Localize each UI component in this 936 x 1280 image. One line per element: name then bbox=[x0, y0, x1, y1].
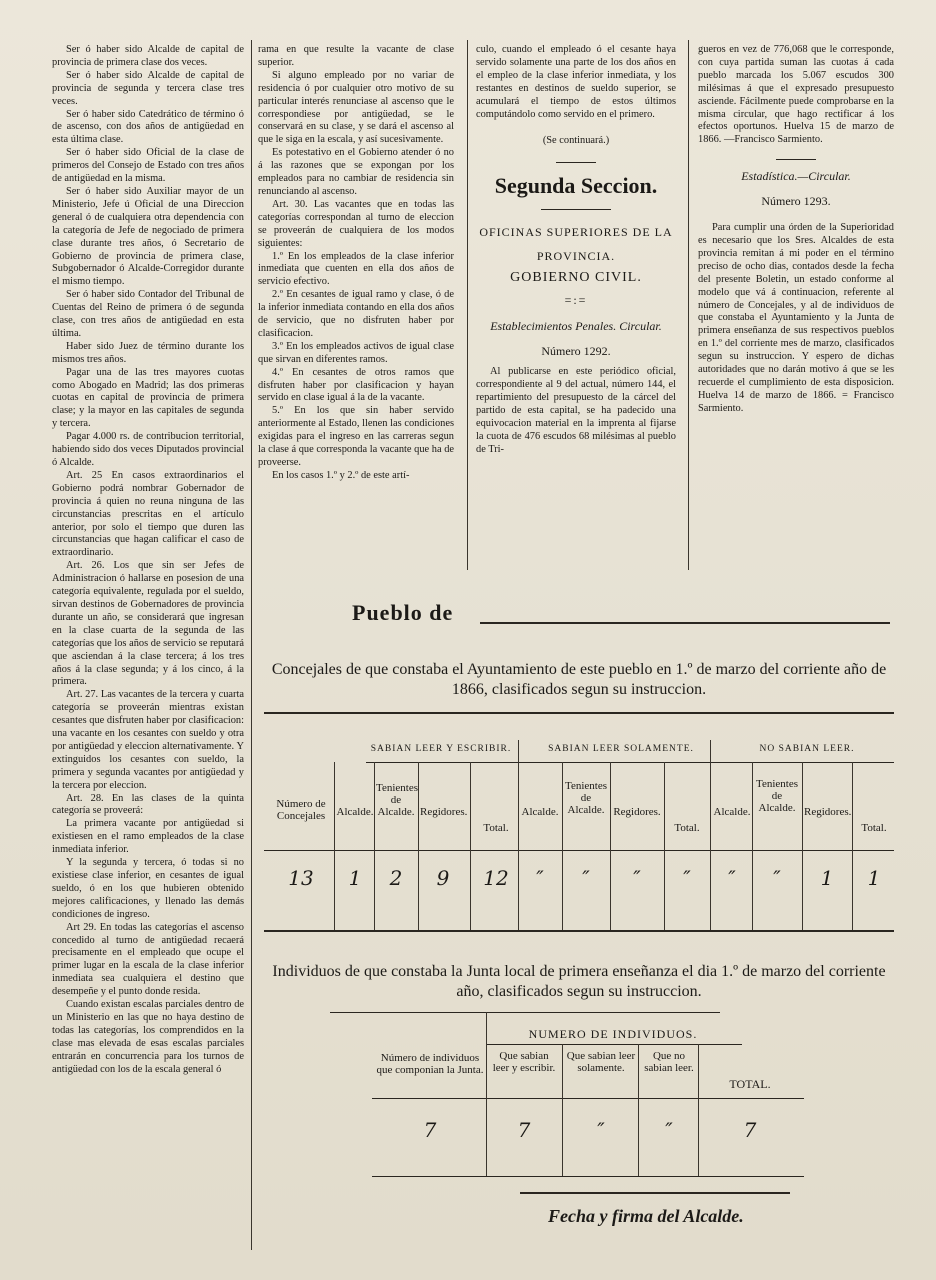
paragraph: 4.º En cesantes de otros ramos que disfruten haber por clasificacion y hayan servido en clase igual á la de la vacante. bbox=[258, 366, 454, 404]
table-rule bbox=[264, 930, 894, 932]
table-vline bbox=[664, 762, 665, 930]
col-header: Regidores. bbox=[804, 806, 852, 818]
table-rule bbox=[372, 1098, 804, 1099]
column-divider bbox=[688, 40, 689, 570]
table-cell: ″ bbox=[536, 866, 544, 890]
col-header: TOTAL. bbox=[729, 1077, 771, 1091]
circular-number: Número 1292. bbox=[541, 344, 611, 359]
col-header: Número de individuos que componian la Junta. bbox=[376, 1052, 484, 1076]
table-cell: 12 bbox=[483, 866, 509, 890]
paragraph: Ser ó haber sido Oficial de la clase de primeros del Consejo de Estado con tres años de antigüedad en la misma. bbox=[52, 147, 244, 185]
paragraph: Es potestativo en el Gobierno atender ó no á las razones que se expongan por los empleados para no cambiar de residencia sin renunciando al ascenso. bbox=[258, 147, 454, 197]
ornament: =:= bbox=[564, 293, 588, 308]
office-line: PROVINCIA. bbox=[536, 249, 616, 264]
table-cell: ″ bbox=[728, 866, 736, 890]
table1-title: Concejales de que constaba el Ayuntamiento de este pueblo en 1.º de marzo del corriente año de 1866, clasificados segun su instruccion. bbox=[271, 661, 887, 698]
table-rule bbox=[264, 712, 894, 714]
paragraph: Y la segunda y tercera, ó todas si no existiese clase inferior, en cesantes de igual sueldo, ó en los que hubieren obtenido mejores calificaciones, y llenado las demás condiciones de ingreso. bbox=[52, 857, 244, 920]
paragraph: Al publicarse en este periódico oficial, correspondiente al 9 del actual, número 144, el repartimiento del presupuesto de la cárcel del partido de esta capital, se ha padecido una equivocacion material en la imprenta al fijarse la cuota de 476 escudos 68 milésimas al pueblo de Tri- bbox=[476, 366, 676, 455]
paragraph: 5.º En los que sin haber servido anteriormente al Estado, llenen las condiciones exigidas para el ingreso en las carreras segun la clase á que corresponda la vacante que ha de proveerse. bbox=[258, 405, 454, 468]
paragraph: 2.º En cesantes de igual ramo y clase, ó de la inferior inmediata contando en ella dos años de servicio, que no disfruten haber por clasificacion. bbox=[258, 289, 454, 339]
group-header: NO SABIAN LEER. bbox=[759, 744, 855, 754]
group-header: SABIAN LEER Y ESCRIBIR. bbox=[370, 744, 512, 754]
paragraph: Art 29. En todas las categorías el ascenso concedido al turno de antigüedad recaerá precisamente en el empleado que ocupe el primer lugar en la escala de la clase inferior inmediata sea cualquiera el destino que desempeñe y el punto donde resida. bbox=[52, 921, 244, 998]
table-cell: 7 bbox=[423, 1118, 437, 1142]
paragraph: Ser ó haber sido Auxiliar mayor de un Ministerio, Jefe ú Oficial de una Direccion general ó de cualquiera otra dependencia con la categoría de Jefe de negociado de primera clase durante tres años, ó Secretario de Gobierno de provincia de primera clase, Subgobernador ó Alcalde-Corregidor durante el mismo tiempo. bbox=[52, 185, 244, 288]
paragraph: gueros en vez de 776,068 que le corresponde, con cuya partida suman las cuotas á cada pueblo marcada los 5.067 escudos 300 milésimas á que el expresado presupuesto asciende. Fácilmente puede comprobarse en la misma circular, que hago rectificar á los efectos oportunos. Huelva 15 de marzo de 1866. —Francisco Sarmiento. bbox=[698, 44, 894, 146]
paragraph: La primera vacante por antigüedad si existiesen en el ramo empleados de la clase inmediata inferior. bbox=[52, 818, 244, 856]
blank-line bbox=[480, 622, 890, 624]
divider bbox=[556, 162, 596, 163]
col-header: Alcalde. bbox=[336, 806, 374, 818]
table-cell: ″ bbox=[582, 866, 590, 890]
table-cell: 9 bbox=[436, 866, 450, 890]
circular-heading: Estadística.—Circular. bbox=[741, 169, 851, 184]
paragraph: Pagar 4.000 rs. de contribucion territorial, habiendo sido dos veces Diputados provincial ó Alcalde. bbox=[52, 431, 244, 468]
table-vline bbox=[752, 762, 753, 930]
table-vline bbox=[418, 762, 419, 930]
table-cell: ″ bbox=[773, 866, 781, 890]
column-2 bbox=[258, 44, 454, 574]
column-divider bbox=[467, 40, 468, 570]
paragraph: Art. 27. Las vacantes de la tercera y cuarta categoría se proveerán mientras existan cesantes que disfruten haber por clasificacion: una vacante en los cesantes con sueldo y otra por antigüedad y eleccion alternativamente. Y extinguidos los cesantes con sueldo, la primera y segunda vacantes por antigüedad y la tercera por eleccion. bbox=[52, 689, 244, 791]
table-cell: ″ bbox=[665, 1118, 673, 1142]
table-cell: 7 bbox=[743, 1118, 757, 1142]
table-rule bbox=[366, 762, 894, 763]
group-header: SABIAN LEER SOLAMENTE. bbox=[548, 744, 694, 754]
table-vline bbox=[610, 762, 611, 930]
divider bbox=[776, 159, 816, 160]
continued-note: (Se continuará.) bbox=[542, 135, 610, 147]
table-rule bbox=[264, 850, 894, 851]
table-cell: 13 bbox=[288, 866, 314, 890]
col-header: Tenientes de Alcalde. bbox=[565, 780, 607, 816]
paragraph: Cuando existan escalas parciales dentro de un Ministerio en las que no haya destino de todas las categorías, los comprendidos en la clase mas elevada de esas escalas parciales entrarán en concurrencia para los turnos de antigüedad con los de la escala general ó bbox=[52, 999, 244, 1075]
table-vline bbox=[374, 762, 375, 930]
group-header: NUMERO DE INDIVIDUOS. bbox=[528, 1027, 698, 1041]
col-header: Que sabian leer solamente. bbox=[566, 1050, 636, 1074]
office-line: OFICINAS SUPERIORES DE LA bbox=[479, 225, 673, 240]
col-header: Regidores. bbox=[420, 806, 468, 818]
table-vline bbox=[470, 762, 471, 930]
table-vline bbox=[518, 740, 519, 930]
paragraph: Art. 30. Las vacantes que en todas las categorías correspondan al turno de eleccion se proveerán de cualquiera de los modos siguientes: bbox=[258, 198, 454, 249]
column-4 bbox=[698, 44, 894, 554]
col-header: Número de Concejales bbox=[276, 798, 326, 822]
paragraph: Art. 25 En casos extraordinarios el Gobierno podrá nombrar Gobernador de provincia á quien no reuna ninguna de las circunstancias prescritas en el artículo anterior, por solo el tiempo que duren las circunstancias que hagan calificar el caso de extraordinario. bbox=[52, 469, 244, 559]
table-rule bbox=[520, 1192, 790, 1194]
column-1 bbox=[52, 44, 244, 1246]
table-vline bbox=[562, 762, 563, 930]
col-header: Total. bbox=[674, 822, 700, 834]
paragraph: 1.º En los empleados de la clase inferior inmediata que cuenten en ella dos años de servicio efectivo. bbox=[258, 250, 454, 288]
table-cell: ″ bbox=[683, 866, 691, 890]
paragraph: 3.º En los empleados activos de igual clase que sirvan en diferentes ramos. bbox=[258, 340, 454, 365]
circular-heading: Establecimientos Penales. Circular. bbox=[490, 319, 662, 334]
table-cell: ″ bbox=[633, 866, 641, 890]
paragraph: Ser ó haber sido Alcalde de capital de provincia de primera clase dos veces. bbox=[52, 44, 244, 68]
table-cell: 1 bbox=[820, 866, 834, 890]
table-cell: 2 bbox=[389, 866, 403, 890]
paragraph: Art. 26. Los que sin ser Jefes de Administracion ó hallarse en posesion de una categoría equivalente, regulada por el sueldo, sirvan destinos de Gobernadores de provincia durante un año, se considerará que ingresan en la clase cuarta de la segunda de las categorías que los años de servicio se reputará que asciendan á la clase tercera; á los tres años á la clase segunda; y á los cinco, á la primera. bbox=[52, 560, 244, 688]
paragraph: culo, cuando el empleado ó el cesante haya servido solamente una parte de los dos años en el empleo de la clase inferior inmediata, y los restantes en destinos de sueldo superior, se acumulará el tiempo de estos últimos computándolo como servido en el primero. bbox=[476, 44, 676, 120]
table-vline bbox=[486, 1012, 487, 1176]
col-header: Que no sabian leer. bbox=[644, 1050, 694, 1074]
pueblo-label: Pueblo de bbox=[352, 600, 454, 625]
table-vline bbox=[562, 1044, 563, 1176]
col-header: Alcalde. bbox=[521, 806, 559, 818]
col-header: Total. bbox=[861, 822, 887, 834]
divider bbox=[541, 209, 611, 210]
paragraph: Ser ó haber sido Catedrático de término ó de ascenso, con dos años de antigüedad en esta última clase. bbox=[52, 108, 244, 146]
office-line: GOBIERNO CIVIL. bbox=[510, 270, 642, 286]
table-rule bbox=[330, 1012, 720, 1013]
paragraph: Haber sido Juez de término durante los mismos tres años. bbox=[52, 340, 244, 365]
paragraph: Pagar una de las tres mayores cuotas como Abogado en Madrid; las dos primeras cuotas en capital de provincia de primera clase; y la mayor en las capitales de segunda y tercera. bbox=[52, 366, 244, 430]
table-cell: ″ bbox=[597, 1118, 605, 1142]
col-header: Alcalde. bbox=[713, 806, 751, 818]
col-header: Total. bbox=[483, 822, 509, 834]
table-vline bbox=[802, 762, 803, 930]
column-3 bbox=[476, 44, 676, 574]
paragraph: Si alguno empleado por no variar de residencia ó por cualquier otro motivo de su particular interés renunciase al ascenso que le correspondiese por antigüedad, se le conservará en su clase, y se dará el ascenso al que le siga en la escala, y así sucesivamente. bbox=[258, 69, 454, 146]
table-rule bbox=[372, 1176, 804, 1177]
paragraph: Ser ó haber sido Contador del Tribunal de Cuentas del Reino de primera ó de segunda clase, con tres años de antigüedad en esta última. bbox=[52, 289, 244, 339]
table-vline bbox=[852, 762, 853, 930]
signature-label: Fecha y firma del Alcalde. bbox=[548, 1206, 744, 1226]
column-divider bbox=[251, 40, 252, 1250]
col-header: Tenientes de Alcalde. bbox=[376, 782, 418, 818]
paragraph: Art. 28. En las clases de la quinta categoría se proveerá: bbox=[52, 792, 244, 817]
paragraph: Para cumplir una órden de la Superioridad es necesario que los Sres. Alcaldes de esta provincia remitan á mi poder en el término preciso de ocho dias, contados desde la fecha del presente Boletin, un estado conforme al modelo que vá á continuacion, referente al número de Concejales, y al de individuos de que constaba el Ayuntamiento y la Junta de primera enseñanza de sus respectivos pueblos en 1.º del corriente mes de marzo, clasificados segun su instruccion. Y espero de dichas autoridades que no darán motivo á que se les recuerde el cumplimiento de esta disposicion. Huelva 14 de marzo de 1866. = Francisco Sarmiento. bbox=[698, 222, 894, 414]
table-cell: 1 bbox=[867, 866, 881, 890]
table-cell: 7 bbox=[517, 1118, 531, 1142]
table-vline bbox=[638, 1044, 639, 1176]
paragraph: Ser ó haber sido Alcalde de capital de provincia de segunda y tercera clase tres veces. bbox=[52, 69, 244, 107]
section-title: Segunda Seccion. bbox=[494, 173, 658, 199]
col-header: Regidores. bbox=[613, 806, 661, 818]
table-vline bbox=[710, 740, 711, 930]
table-vline bbox=[698, 1044, 699, 1176]
table-rule bbox=[486, 1044, 742, 1045]
table2-title: Individuos de que constaba la Junta local de primera enseñanza el dia 1.º de marzo del corriente año, clasificados segun su instruccion. bbox=[272, 963, 886, 1000]
paragraph: En los casos 1.º y 2.º de este artí- bbox=[272, 469, 410, 481]
table-cell: 1 bbox=[348, 866, 362, 890]
paragraph: rama en que resulte la vacante de clase superior. bbox=[258, 44, 454, 68]
col-header: Tenientes de Alcalde. bbox=[756, 778, 798, 814]
table-vline bbox=[334, 762, 335, 930]
circular-number: Número 1293. bbox=[761, 194, 831, 209]
col-header: Que sabian leer y escribir. bbox=[492, 1050, 556, 1074]
